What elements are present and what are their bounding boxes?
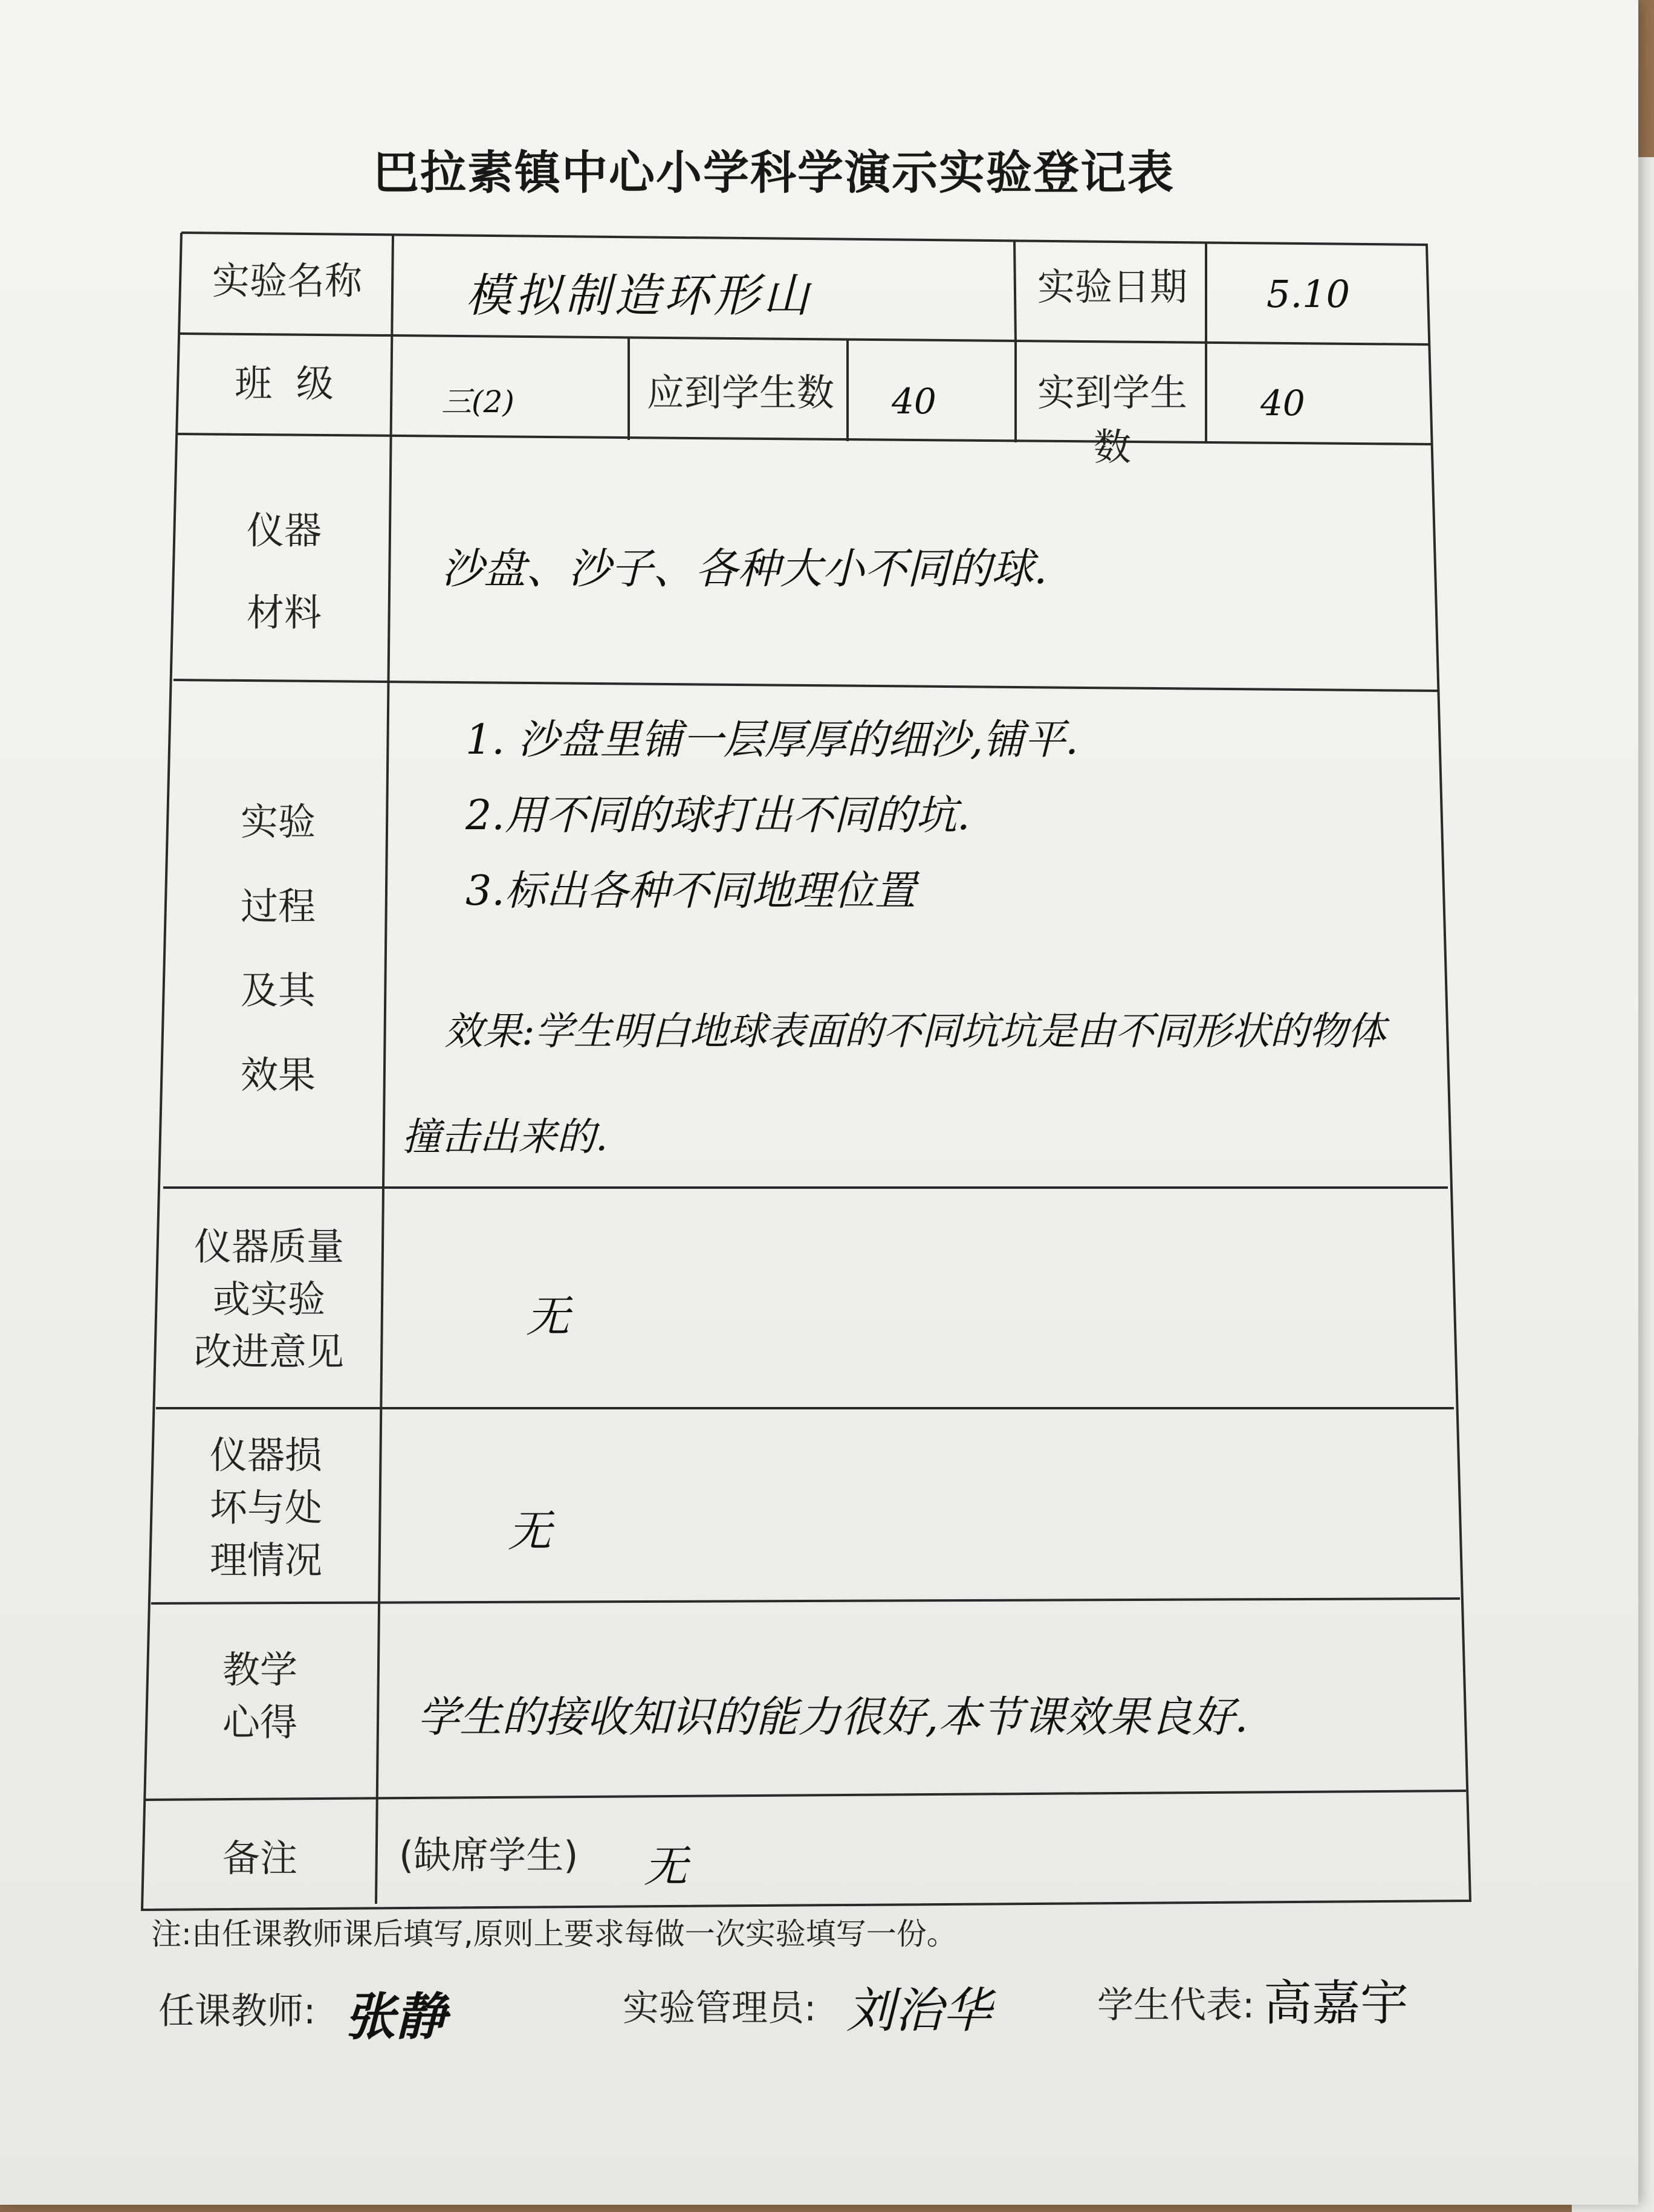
student-rep-label: 学生代表: <box>1097 1984 1255 2026</box>
admin-signature: 刘治华 <box>846 1982 991 2039</box>
remarks-value: 无 <box>644 1841 688 1892</box>
reflection-value: 学生的接收知识的能力很好,本节课效果良好. <box>417 1692 1248 1742</box>
effect-line-2: 撞击出来的. <box>402 1115 608 1160</box>
expected-students-value: 40 <box>892 381 936 422</box>
quality-label-line3: 改进意见 <box>193 1329 344 1374</box>
remarks-prefix: (缺席学生) <box>399 1833 579 1877</box>
reflection-label-line2: 心得 <box>222 1699 297 1744</box>
materials-label-line1: 仪器 <box>246 508 322 552</box>
quality-value: 无 <box>526 1291 570 1342</box>
reflection-label-line1: 教学 <box>222 1648 297 1692</box>
class-label: 班 级 <box>235 361 340 406</box>
process-label-line1: 实验 <box>240 800 316 844</box>
admin-label: 实验管理员: <box>623 1987 817 2029</box>
reflection-label <box>169 1644 351 1749</box>
form-title: 巴拉素镇中心小学科学演示实验登记表 <box>373 146 1175 199</box>
process-step-2: 2.用不同的球打出不同的坑. <box>465 792 970 839</box>
expected-students-label: 应到学生数 <box>646 370 834 415</box>
experiment-date-label: 实验日期 <box>1037 265 1187 309</box>
process-label-line4: 效果 <box>240 1052 316 1097</box>
quality-label <box>172 1221 366 1378</box>
process-label <box>187 780 369 1117</box>
experiment-name-value: 模拟制造环形山 <box>465 268 812 322</box>
quality-label-line2: 或实验 <box>212 1276 325 1321</box>
process-label-line3: 及其 <box>240 968 316 1012</box>
actual-students-value: 40 <box>1260 383 1305 424</box>
experiment-date-value: 5.10 <box>1266 272 1351 316</box>
effect-line-1: 效果:学生明白地球表面的不同坑坑是由不同形状的物体 <box>444 1009 1386 1054</box>
damage-label-line1: 仪器损 <box>209 1433 322 1477</box>
materials-label-line2: 材料 <box>246 590 322 635</box>
materials-label <box>193 490 375 655</box>
process-step-3: 3.标出各种不同地理位置 <box>465 867 916 915</box>
materials-value: 沙盘、沙子、各种大小不同的球. <box>441 544 1048 593</box>
footer-note: 注:由任课教师课后填写,原则上要求每做一次实验填写一份。 <box>151 1916 957 1952</box>
damage-label-line2: 坏与处 <box>209 1485 322 1530</box>
student-rep-signature: 高嘉宇 <box>1263 1975 1409 2031</box>
damage-label-line3: 理情况 <box>209 1538 322 1582</box>
quality-label-line1: 仪器质量 <box>193 1224 344 1269</box>
teacher-signature: 张静 <box>345 1987 447 2046</box>
teacher-label: 任课教师: <box>158 1990 316 2033</box>
experiment-name-label: 实验名称 <box>212 259 362 303</box>
damage-label <box>175 1429 357 1586</box>
actual-students-label: 实到学生数 <box>1037 370 1187 469</box>
process-label-line2: 过程 <box>240 884 316 928</box>
class-value: 三(2) <box>441 384 514 419</box>
damage-value: 无 <box>508 1505 552 1556</box>
process-step-1: 1. 沙盘里铺一层厚厚的细沙,铺平. <box>465 716 1078 764</box>
remarks-label: 备注 <box>222 1836 297 1880</box>
